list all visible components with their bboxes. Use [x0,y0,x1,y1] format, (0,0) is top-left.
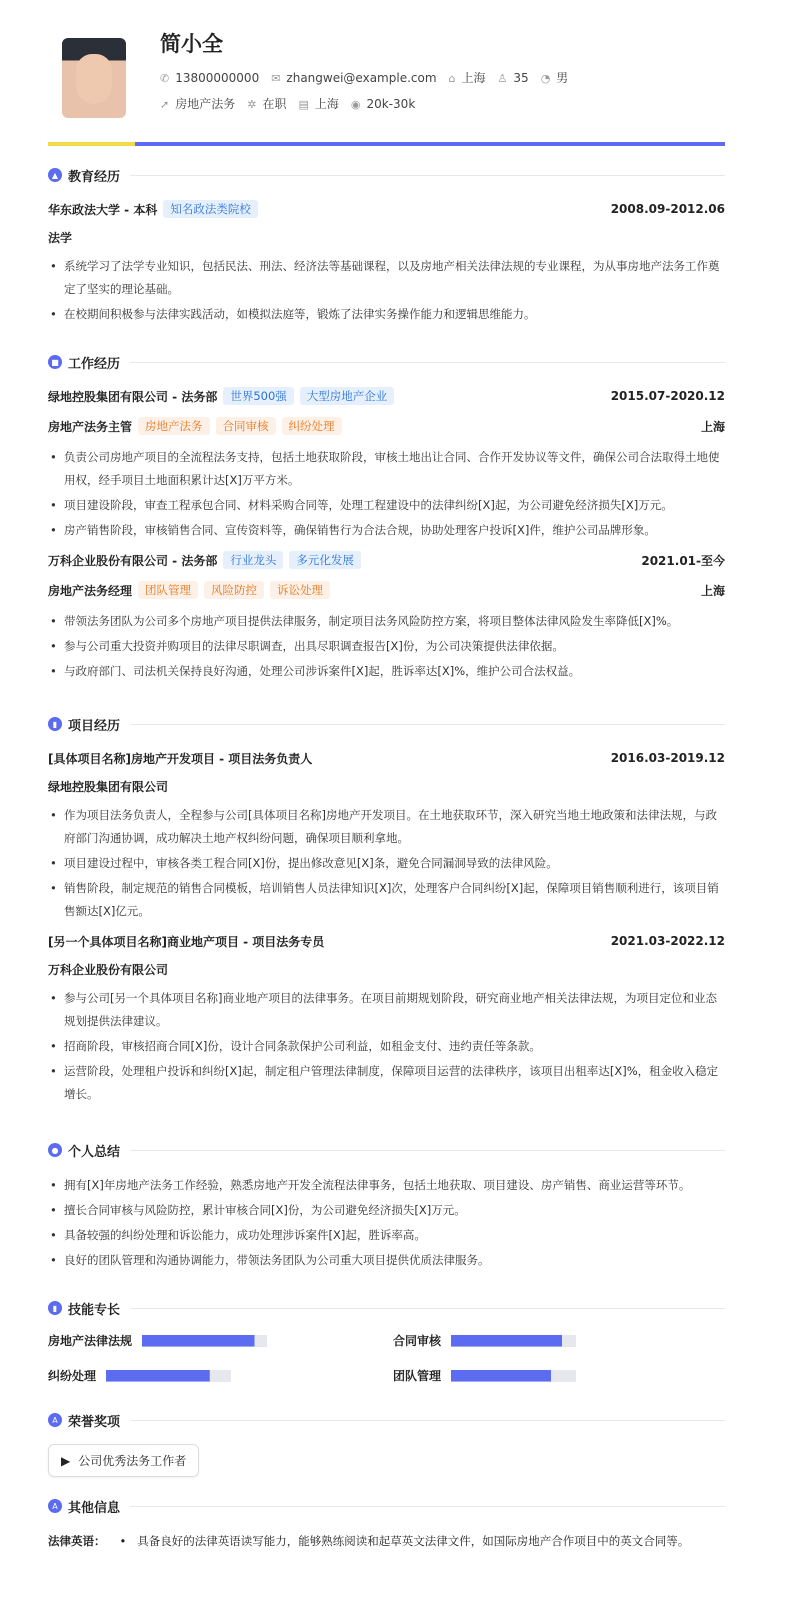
city: 上海 [700,419,725,434]
briefcase-icon: ■ [48,355,62,369]
bullet: • 系统学习了法学专业知识，包括民法、刑法、经济法等基础课程，以及房地产相关法律法规的专业课程，为从事房地产法务工作奠定了坚实的理论基础。 [48,255,725,301]
send-icon: ➚ [160,98,170,111]
home-icon: ⌂ [448,72,456,85]
other-section: A 其他信息 法律英语： • 具备良好的法律英语读写能力，能够熟练阅读和起草英文法律文件，如国际房地产合作项目中的英文合同等。 [48,1496,725,1552]
salary: 20k-30k [366,96,416,111]
skill-tag: 诉讼处理 [270,581,330,599]
bullet: • 在校期间积极参与法律实践活动，如模拟法庭等，锻炼了法律实务操作能力和逻辑思维能力。 [48,303,725,326]
graduation-icon: ▲ [48,168,62,182]
header-divider [48,142,725,146]
candidate-name: 简小全 [160,32,223,56]
email: zhangwei@example.com [286,70,437,85]
skill-tag: 合同审核 [216,417,276,435]
skill-tag: 风险防控 [204,581,264,599]
award-icon: A [48,1413,62,1427]
major: 法学 [48,231,73,245]
awards-section [48,1410,725,1477]
skills-section [48,1298,725,1384]
city: 上海 [461,71,486,85]
section-title: 项目经历 [68,718,121,734]
bullet: • 作为项目法务负责人，全程参与公司[具体项目名称]房地产开发项目。在土地获取环节，深入研究当地土地政策和法律法规，与政府部门沟通协调，成功解决土地产权纠纷问题，确保项目顺利拿地。 [48,804,725,850]
company-tag: 世界500强 [223,387,293,405]
bullet: • 销售阶段，制定规范的销售合同模板，培训销售人员法律知识[X]次，处理客户合同纠纷[X]起，保障项目销售顺利进行，该项目销售额达[X]亿元。 [48,877,725,923]
skill-name: 房地产法律法规 [48,1334,133,1348]
education-section [48,165,725,328]
skill-name: 纠纷处理 [48,1369,97,1383]
skill-tag: 团队管理 [138,581,198,599]
job-row [160,95,415,112]
date: 2016.03-2019.12 [610,751,725,765]
resume-header [48,28,725,138]
phone: 13800000000 [175,70,260,85]
status-icon: ✲ [247,98,257,111]
skill-bar-fill [142,1335,255,1347]
age-icon: ♙ [497,71,508,85]
bullet: • 负责公司房地产项目的全流程法务支持，包括土地获取阶段，审核土地出让合同、合作开发协议等文件，确保公司合法取得土地使用权，经手项目土地面积累计达[X]万平方米。 [48,446,725,492]
gender: 男 [556,71,569,85]
project-name: [具体项目名称]房地产开发项目 - 项目法务负责人 [48,751,313,766]
skill-bar-fill [451,1335,562,1347]
age: 35 [513,70,529,85]
project-item [48,748,725,923]
date: 2021.01-至今 [641,553,725,568]
skill-bar [142,1335,267,1347]
bullet: • 招商阶段，审核招商合同[X]份，设计合同条款保护公司利益，如租金支付、违约责任等条款。 [48,1035,725,1058]
bullet: • 拥有[X]年房地产法务工作经验，熟悉房地产开发全流程法律事务，包括土地获取、项目建设、房产销售、商业运营等环节。 [48,1174,725,1197]
section-title: 技能专长 [68,1302,121,1318]
project-section [48,714,725,1114]
skill-name: 团队管理 [393,1369,442,1383]
building-icon: ▤ [298,98,309,111]
skill-name: 合同审核 [393,1334,442,1348]
role: 房地产法务经理 [48,583,133,598]
bullet: • 参与公司[另一个具体项目名称]商业地产项目的法律事务。在项目前期规划阶段，研究商业地产相关法律法规，为项目定位和业态规划提供法律建议。 [48,987,725,1033]
chart-icon: ▮ [48,717,62,731]
skill-bar [106,1370,231,1382]
date: 2021.03-2022.12 [610,934,725,948]
skill-item [48,1332,393,1349]
job: 房地产法务 [175,97,236,111]
bar-chart-icon: ▮ [48,1301,62,1315]
project-company: 绿地控股集团有限公司 [48,780,169,794]
project-company: 万科企业股份有限公司 [48,963,169,977]
project-name: [另一个具体项目名称]商业地产项目 - 项目法务专员 [48,934,325,949]
section-title: 个人总结 [68,1144,121,1160]
salary-icon: ◉ [350,97,361,111]
skill-bar [451,1335,576,1347]
section-title: 荣誉奖项 [68,1414,121,1430]
other-text: 具备良好的法律英语读写能力，能够熟练阅读和起草英文法律文件，如国际房地产合作项目中的英文合同等。 [137,1534,690,1548]
user-icon: ● [48,1143,62,1157]
section-title: 其他信息 [68,1500,121,1516]
bullet: • 运营阶段，处理租户投诉和纠纷[X]起，制定租户管理法律制度，保障项目运营的法律秩序，该项目出租率达[X]%，租金收入稳定增长。 [48,1060,725,1106]
company: 绿地控股集团有限公司 - 法务部 [48,389,218,404]
skill-bar-fill [451,1370,551,1382]
status: 在职 [262,97,287,111]
work-section [48,352,725,691]
role: 房地产法务主管 [48,419,133,434]
bullet: • 良好的团队管理和沟通协调能力，带领法务团队为公司重大项目提供优质法律服务。 [48,1249,725,1272]
phone-icon: ✆ [160,71,170,85]
triangle-icon: ▶ [61,1453,71,1468]
bullet: • 带领法务团队为公司多个房地产项目提供法律服务，制定项目法务风险防控方案，将项目整体法律风险发生率降低[X]%。 [48,610,725,633]
award-item [48,1444,199,1477]
company: 万科企业股份有限公司 - 法务部 [48,553,218,568]
date: 2008.09-2012.06 [610,202,725,216]
gender-icon: ◔ [540,72,551,85]
skill-bar [451,1370,576,1382]
mail-icon: ✉ [271,71,281,85]
school: 华东政法大学 - 本科 [48,202,158,217]
skill-tag: 房地产法务 [138,417,210,435]
bullet: • 参与公司重大投资并购项目的法律尽职调查，出具尽职调查报告[X]份，为公司决策提供法律依据。 [48,635,725,658]
info-icon: A [48,1499,62,1513]
bullet: • 项目建设阶段，审查工程承包合同、材料采购合同等，处理工程建设中的法律纠纷[X]起，为公司避免经济损失[X]万元。 [48,494,725,517]
company-tag: 行业龙头 [223,551,283,569]
project-item [48,931,725,1106]
contact-row [160,69,568,86]
award-name: 公司优秀法务工作者 [78,1454,187,1468]
section-title: 教育经历 [68,169,121,185]
bullet: • 具备较强的纠纷处理和诉讼能力，成功处理涉诉案件[X]起，胜诉率高。 [48,1224,725,1247]
bullet: • 擅长合同审核与风险防控，累计审核合同[X]份，为公司避免经济损失[X]万元。 [48,1199,725,1222]
bullet: • 房产销售阶段，审核销售合同、宣传资料等，确保销售行为合法合规，协助处理客户投诉[X]件，维护公司品牌形象。 [48,519,725,542]
avatar [62,38,126,118]
section-title: 工作经历 [68,356,121,372]
bullet: • 与政府部门、司法机关保持良好沟通，处理公司涉诉案件[X]起，胜诉率达[X]%，维护公司合法权益。 [48,660,725,683]
date: 2015.07-2020.12 [610,389,725,403]
school-tag: 知名政法类院校 [163,200,258,218]
target-city: 上海 [314,97,339,111]
work-item [48,386,725,542]
company-tag: 多元化发展 [289,551,361,569]
skill-item [48,1367,393,1384]
summary-section [48,1140,725,1274]
skill-bar-fill [106,1370,210,1382]
work-item [48,550,725,683]
company-tag: 大型房地产企业 [300,387,395,405]
other-label: 法律英语： [48,1534,106,1548]
bullet: • 项目建设过程中，审核各类工程合同[X]份，提出修改意见[X]条，避免合同漏洞导致的法律风险。 [48,852,725,875]
skill-item [393,1367,725,1384]
skill-tag: 纠纷处理 [282,417,342,435]
skill-item [393,1332,725,1349]
city: 上海 [700,583,725,598]
